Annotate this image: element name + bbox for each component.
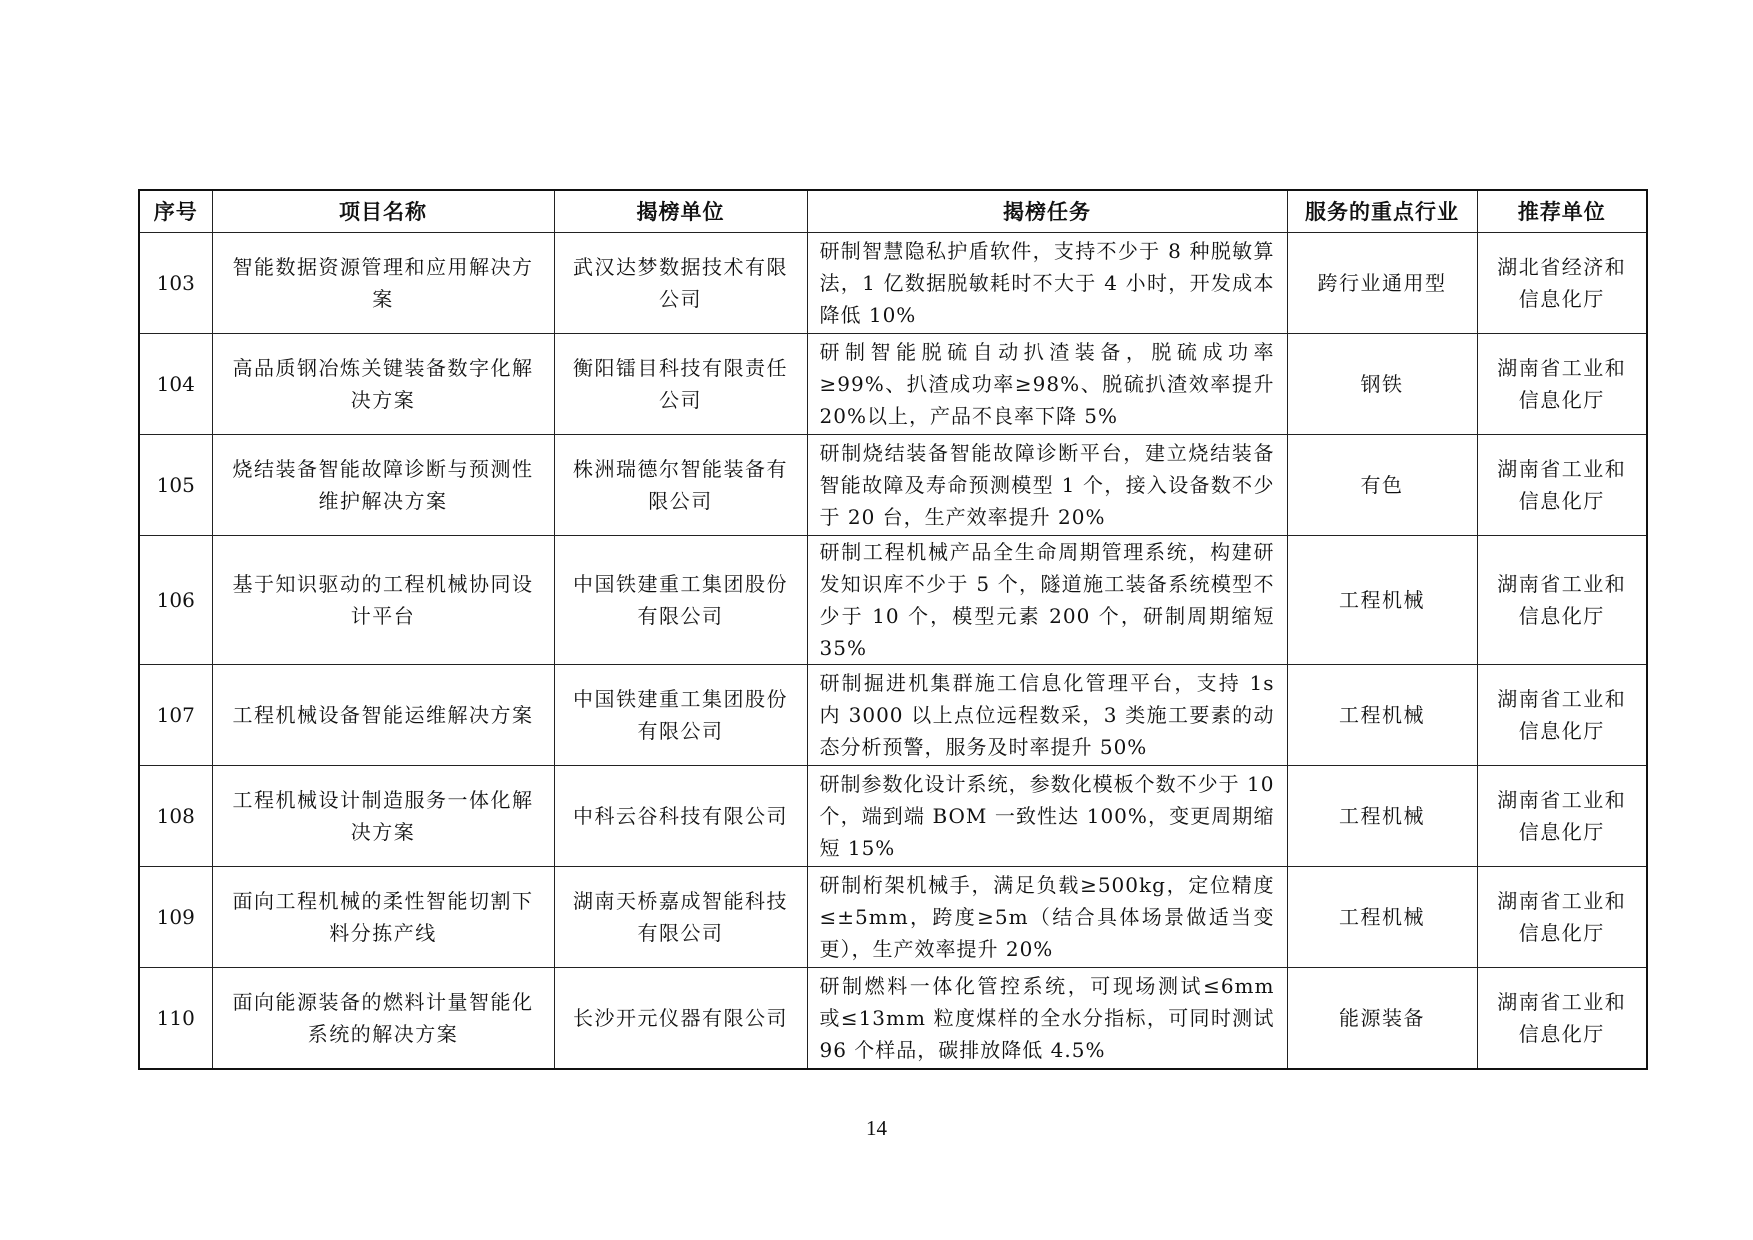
table-row (139, 536, 1647, 665)
cell-no: 103 (139, 233, 212, 334)
cell-no: 106 (139, 536, 212, 665)
cell-unit: 中科云谷科技有限公司 (554, 766, 807, 867)
cell-unit: 衡阳镭目科技有限责任公司 (554, 334, 807, 435)
cell-no: 105 (139, 435, 212, 536)
cell-unit: 中国铁建重工集团股份有限公司 (554, 536, 807, 665)
table-row (139, 334, 1647, 435)
table-row (139, 435, 1647, 536)
cell-industry: 工程机械 (1287, 766, 1477, 867)
cell-unit: 株洲瑞德尔智能装备有限公司 (554, 435, 807, 536)
table-row (139, 233, 1647, 334)
cell-unit: 中国铁建重工集团股份有限公司 (554, 665, 807, 766)
cell-task: 研制智能脱硫自动扒渣装备，脱硫成功率≥99%、扒渣成功率≥98%、脱硫扒渣效率提升 20%以上，产品不良率下降 5% (807, 334, 1287, 435)
cell-recommender: 湖南省工业和信息化厅 (1477, 435, 1647, 536)
cell-industry: 有色 (1287, 435, 1477, 536)
cell-recommender: 湖南省工业和信息化厅 (1477, 536, 1647, 665)
cell-task: 研制工程机械产品全生命周期管理系统，构建研发知识库不少于 5 个，隧道施工装备系统模型不少于 10 个，模型元素 200 个，研制周期缩短 35% (807, 536, 1287, 665)
cell-task: 研制桁架机械手，满足负载≥500kg，定位精度≤±5mm，跨度≥5m（结合具体场景做适当变更），生产效率提升 20% (807, 867, 1287, 968)
cell-no: 110 (139, 968, 212, 1070)
page-number: 14 (866, 1116, 887, 1140)
table-row (139, 766, 1647, 867)
cell-recommender: 湖南省工业和信息化厅 (1477, 334, 1647, 435)
header-recommender: 推荐单位 (1477, 190, 1647, 233)
cell-task: 研制烧结装备智能故障诊断平台，建立烧结装备智能故障及寿命预测模型 1 个，接入设备数不少于 20 台，生产效率提升 20% (807, 435, 1287, 536)
cell-no: 109 (139, 867, 212, 968)
cell-unit: 湖南天桥嘉成智能科技有限公司 (554, 867, 807, 968)
cell-project-name: 基于知识驱动的工程机械协同设计平台 (212, 536, 554, 665)
table-header-row (139, 190, 1647, 233)
table-row (139, 665, 1647, 766)
cell-task: 研制掘进机集群施工信息化管理平台，支持 1s 内 3000 以上点位远程数采，3 类施工要素的动态分析预警，服务及时率提升 50% (807, 665, 1287, 766)
cell-project-name: 烧结装备智能故障诊断与预测性维护解决方案 (212, 435, 554, 536)
cell-no: 104 (139, 334, 212, 435)
cell-recommender: 湖南省工业和信息化厅 (1477, 766, 1647, 867)
cell-industry: 钢铁 (1287, 334, 1477, 435)
header-no: 序号 (139, 190, 212, 233)
cell-industry: 跨行业通用型 (1287, 233, 1477, 334)
table-row (139, 968, 1647, 1070)
cell-project-name: 工程机械设备智能运维解决方案 (212, 665, 554, 766)
cell-no: 107 (139, 665, 212, 766)
cell-recommender: 湖南省工业和信息化厅 (1477, 665, 1647, 766)
cell-recommender: 湖南省工业和信息化厅 (1477, 867, 1647, 968)
cell-unit: 长沙开元仪器有限公司 (554, 968, 807, 1070)
table-row (139, 867, 1647, 968)
cell-recommender: 湖北省经济和信息化厅 (1477, 233, 1647, 334)
header-task: 揭榜任务 (807, 190, 1287, 233)
cell-project-name: 高品质钢冶炼关键装备数字化解决方案 (212, 334, 554, 435)
project-table (138, 189, 1648, 1070)
cell-task: 研制燃料一体化管控系统，可现场测试≤6mm 或≤13mm 粒度煤样的全水分指标，可同时测试 96 个样品，碳排放降低 4.5% (807, 968, 1287, 1070)
cell-task: 研制智慧隐私护盾软件，支持不少于 8 种脱敏算法，1 亿数据脱敏耗时不大于 4 小时，开发成本降低 10% (807, 233, 1287, 334)
header-project-name: 项目名称 (212, 190, 554, 233)
cell-project-name: 面向工程机械的柔性智能切割下料分拣产线 (212, 867, 554, 968)
cell-project-name: 智能数据资源管理和应用解决方案 (212, 233, 554, 334)
header-industry: 服务的重点行业 (1287, 190, 1477, 233)
cell-industry: 工程机械 (1287, 536, 1477, 665)
cell-project-name: 工程机械设计制造服务一体化解决方案 (212, 766, 554, 867)
cell-no: 108 (139, 766, 212, 867)
cell-project-name: 面向能源装备的燃料计量智能化系统的解决方案 (212, 968, 554, 1070)
cell-recommender: 湖南省工业和信息化厅 (1477, 968, 1647, 1070)
header-unit: 揭榜单位 (554, 190, 807, 233)
cell-task: 研制参数化设计系统，参数化模板个数不少于 10 个，端到端 BOM 一致性达 100%，变更周期缩短 15% (807, 766, 1287, 867)
cell-industry: 工程机械 (1287, 665, 1477, 766)
cell-unit: 武汉达梦数据技术有限公司 (554, 233, 807, 334)
cell-industry: 能源装备 (1287, 968, 1477, 1070)
cell-industry: 工程机械 (1287, 867, 1477, 968)
